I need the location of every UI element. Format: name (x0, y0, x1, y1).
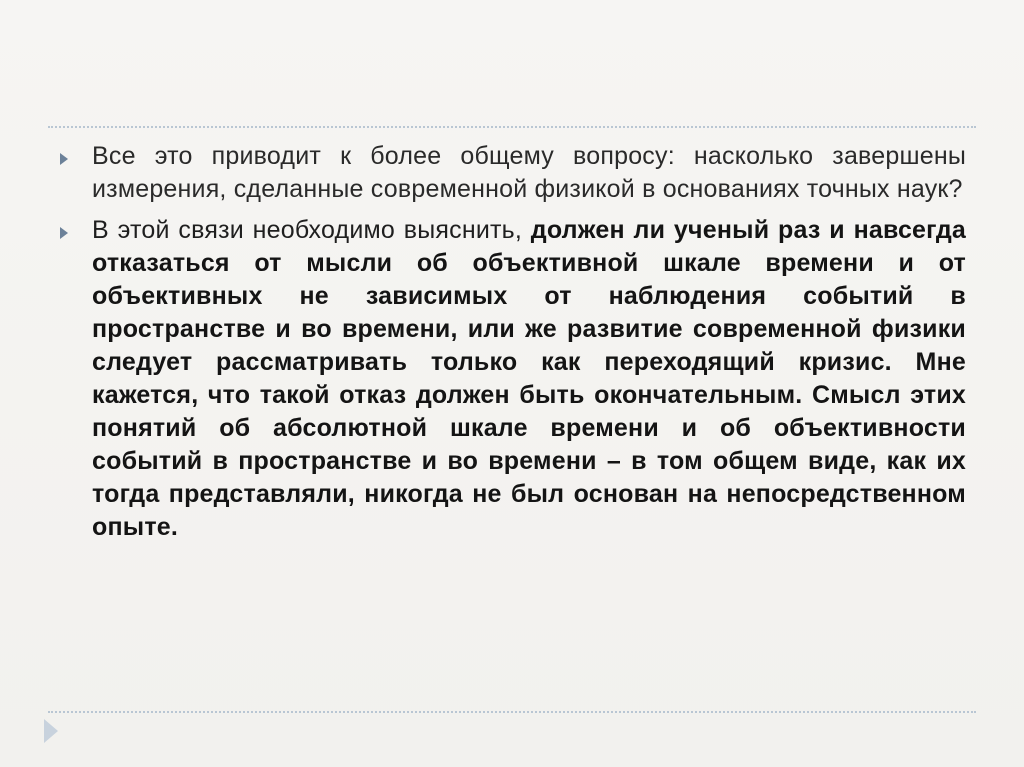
bullet-text-normal: В этой связи необходимо выяснить, (92, 216, 531, 244)
triangle-right-icon (44, 719, 58, 743)
bottom-divider (48, 711, 976, 713)
bullet-item (60, 140, 966, 206)
bullet-item (60, 214, 966, 544)
triangle-right-icon (60, 227, 68, 239)
bullet-text: Все это приводит к более общему вопросу: насколько завершены измерения, сделанные современной физикой в основаниях точных наук? (92, 142, 966, 203)
bullet-text-bold: должен ли ученый раз и навсегда отказаться от мысли об объективной шкале времени и от объективных не зависимых от наблюдения событий в пространстве и во времени, или же развитие современной физики следует рассматривать только как переходящий кризис. Мне кажется, что такой отказ должен быть окончательным. Смысл этих понятий об абсолютной шкале времени и об объективности событий в пространстве и во времени – в том общем виде, как их тогда представляли, никогда не был основан на непосредственном опыте. (92, 216, 966, 541)
slide-content (60, 140, 966, 552)
bullet-text (92, 214, 966, 544)
triangle-right-icon (60, 153, 68, 165)
top-divider (48, 126, 976, 128)
